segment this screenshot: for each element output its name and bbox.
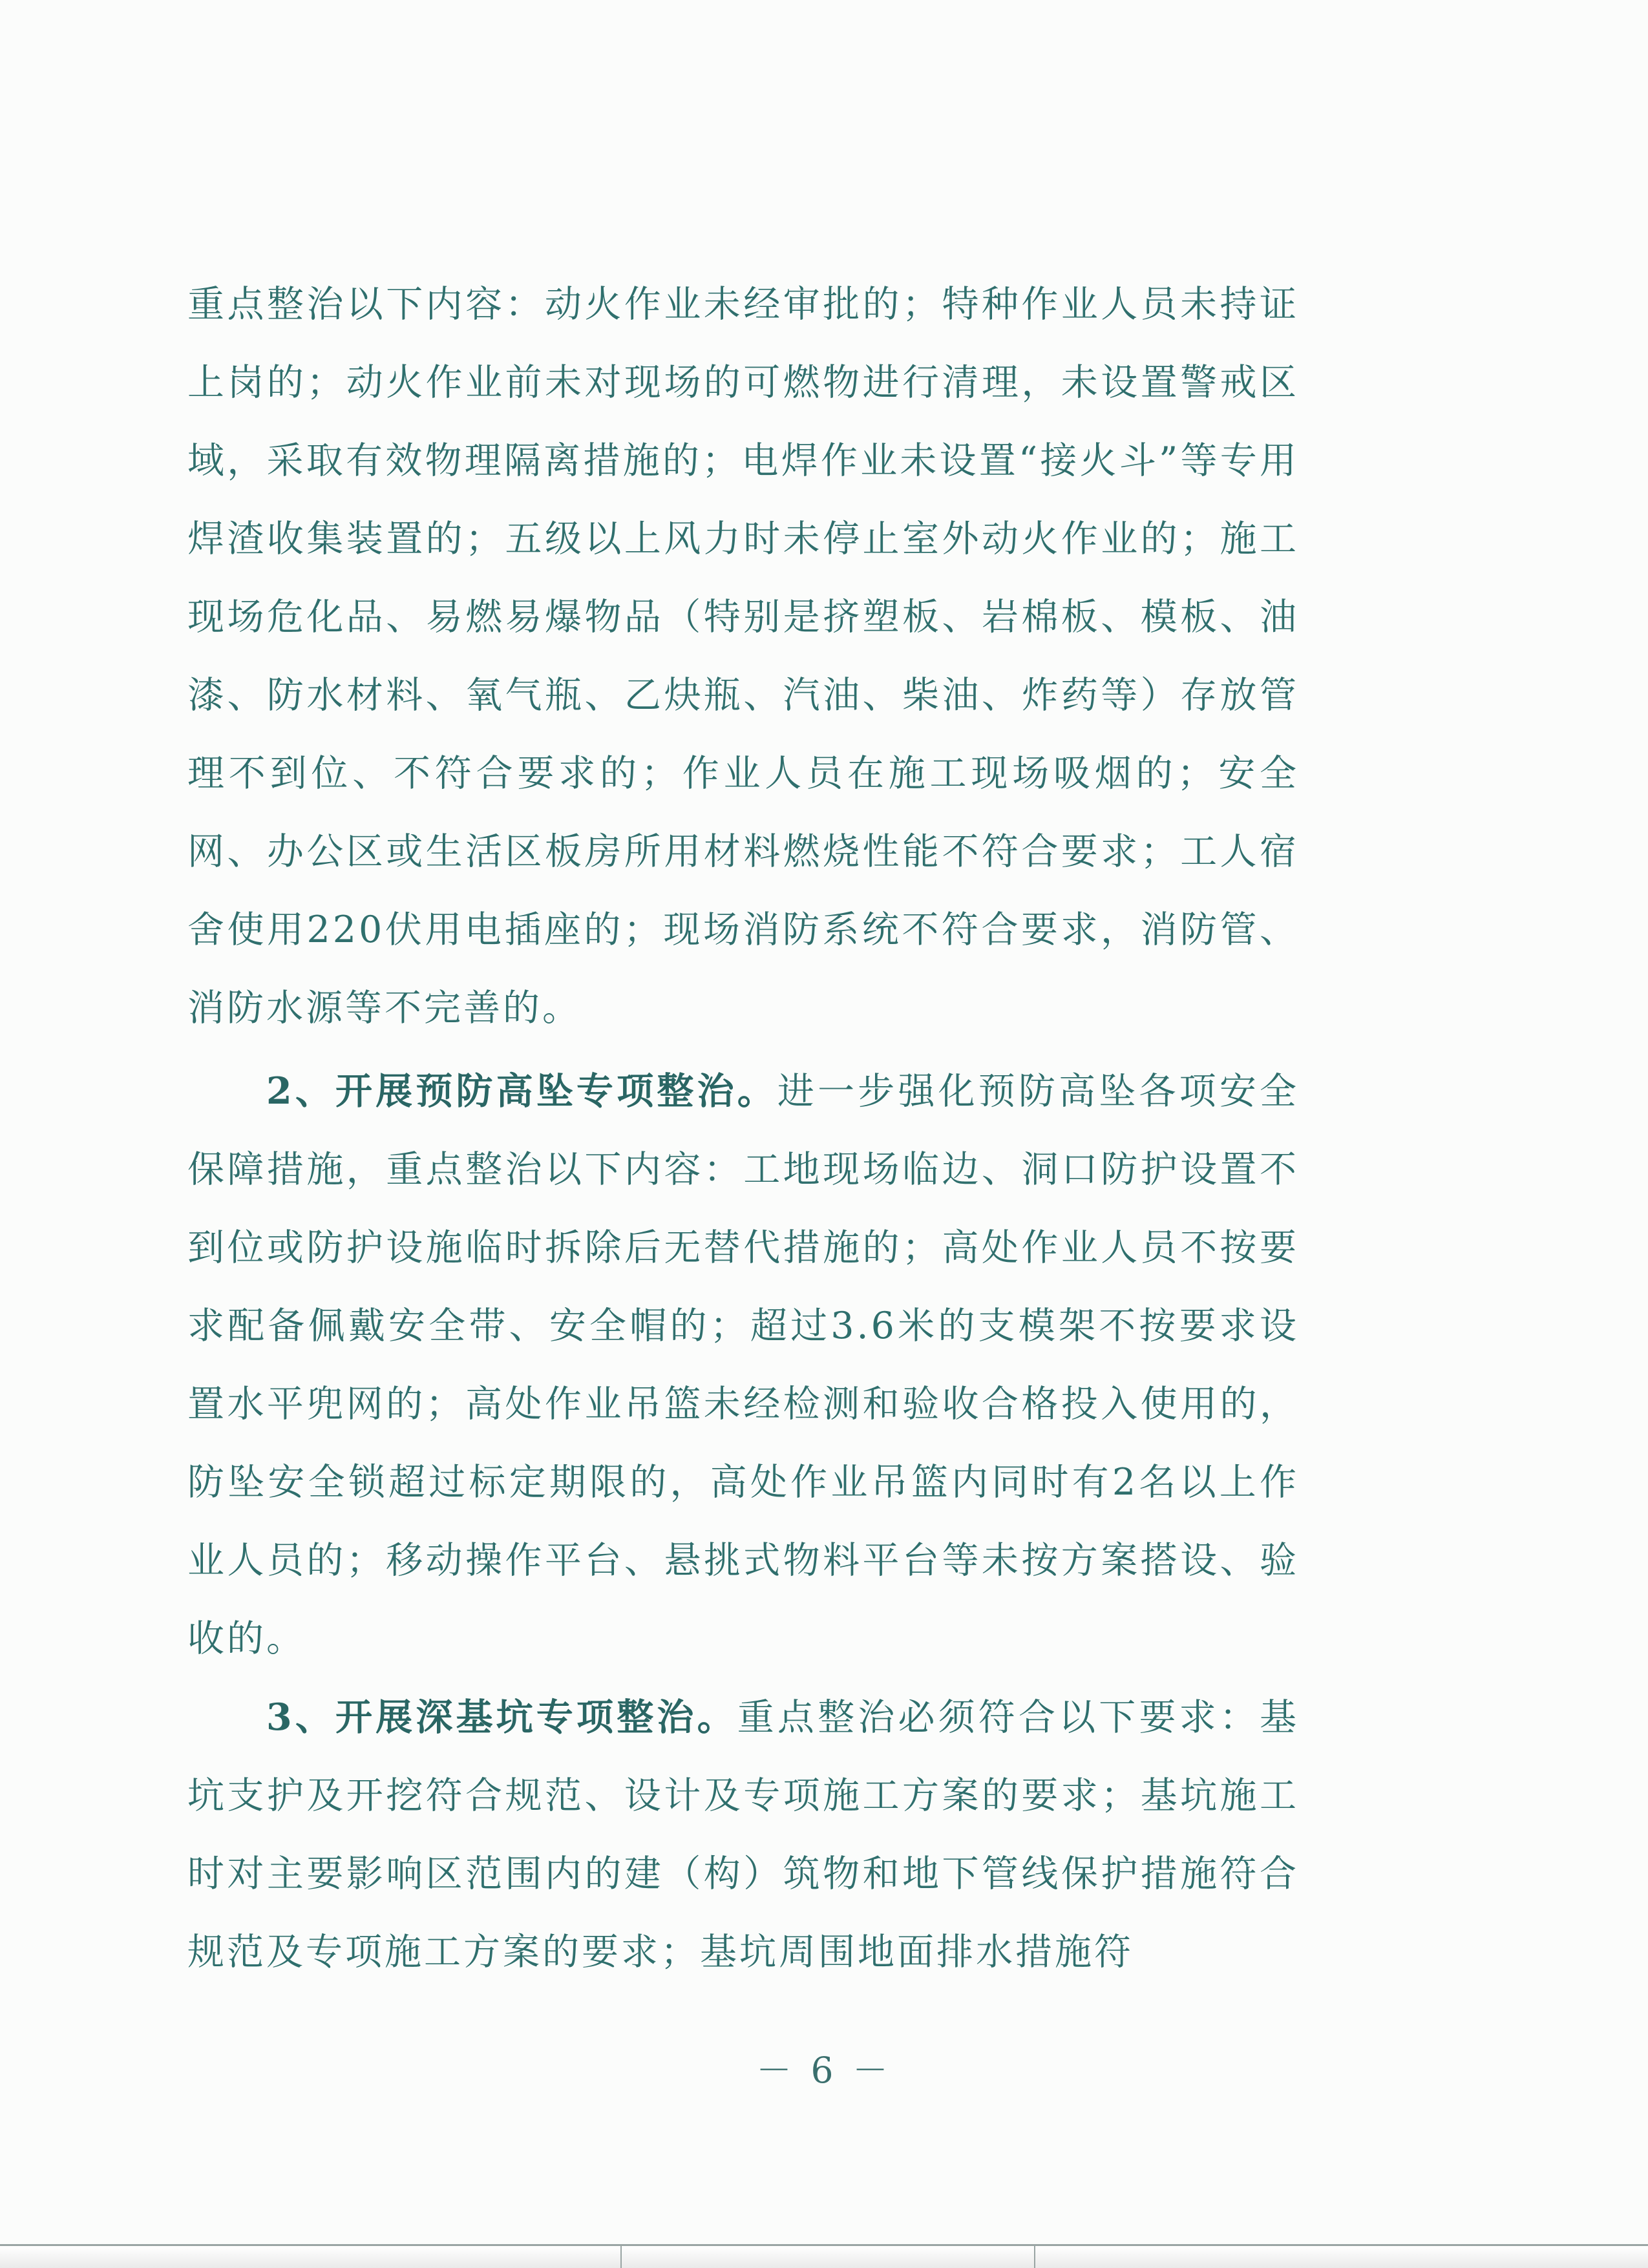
paragraph-heading: 2、开展预防高坠专项整治。 [266, 1069, 777, 1113]
paragraph-heading: 3、开展深基坑专项整治。 [266, 1696, 737, 1739]
paragraph-body: 重点整治以下内容：动火作业未经审批的；特种作业人员未持证上岗的；动火作业前未对现场的可燃物进行清理，未设置警戒区域，采取有效物理隔离措施的；电焊作业未设置“接火斗”等专用焊渣收集装置的；五级以上风力时未停止室外动火作业的；施工现场危化品、易燃易爆物品（特别是挤塑板、岩棉板、模板、油漆、防水材料、氧气瓶、乙炔瓶、汽油、柴油、炸药等）存放管理不到位、不符合要求的；作业人员在施工现场吸烟的；安全网、办公区或生活区板房所用材料燃烧性能不符合要求；工人宿舍使用220伏用电插座的；现场消防系统不符合要求，消防管、消防水源等不完善的。 [187, 283, 1299, 1029]
paragraph-body: 重点整治必须符合以下要求：基坑支护及开挖符合规范、设计及专项施工方案的要求；基坑施工时对主要影响区范围内的建（构）筑物和地下管线保护措施符合规范及专项施工方案的要求；基坑周围地面排水措施符 [187, 1696, 1299, 1973]
page-number: － 6 － [756, 2050, 892, 2091]
scan-edge-divider [1034, 2246, 1035, 2268]
paragraph-body: 进一步强化预防高坠各项安全保障措施，重点整治以下内容：工地现场临边、洞口防护设置不到位或防护设施临时拆除后无替代措施的；高处作业人员不按要求配备佩戴安全带、安全帽的；超过3.6米的支模架不按要求设置水平兜网的；高处作业吊篮未经检测和验收合格投入使用的，防坠安全锁超过标定期限的，高处作业吊篮内同时有2名以上作业人员的；移动操作平台、悬挑式物料平台等未按方案搭设、验收的。 [187, 1070, 1299, 1660]
scan-edge-divider [620, 2246, 622, 2268]
paragraph-deep-foundation-pit [187, 1678, 1299, 1991]
paragraph-fall-prevention [187, 1052, 1299, 1678]
paragraph-fire-safety [187, 265, 1299, 1047]
scan-bottom-edge [0, 2244, 1648, 2268]
